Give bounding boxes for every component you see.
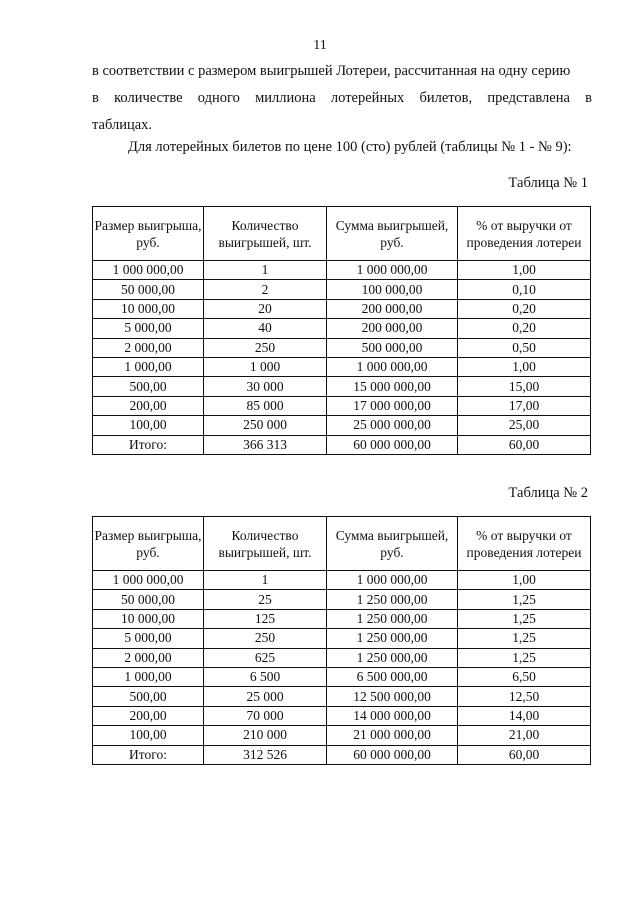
cell-sum: 200 000,00 (327, 299, 458, 318)
cell-prize: 50 000,00 (93, 590, 204, 609)
cell-percent: 0,20 (458, 319, 591, 338)
cell-prize: 50 000,00 (93, 280, 204, 299)
table-row (93, 357, 591, 376)
cell-prize: 500,00 (93, 377, 204, 396)
cell-count: 366 313 (204, 435, 327, 454)
cell-count: 2 (204, 280, 327, 299)
cell-percent: 1,25 (458, 648, 591, 667)
cell-prize: 200,00 (93, 706, 204, 725)
table-row (93, 687, 591, 706)
page-number: 11 (313, 38, 327, 53)
intro-line-3: таблицах. (92, 117, 153, 133)
cell-percent: 60,00 (458, 745, 591, 764)
cell-count: 250 (204, 338, 327, 357)
table-row (93, 629, 591, 648)
header-count: Количество выигрышей, шт. (204, 207, 327, 261)
cell-count: 250 (204, 629, 327, 648)
cell-percent: 1,00 (458, 261, 591, 280)
cell-sum: 21 000 000,00 (327, 726, 458, 745)
cell-count: 250 000 (204, 416, 327, 435)
cell-sum: 1 000 000,00 (327, 571, 458, 590)
header-percent: % от выручки от проведения лотереи (458, 517, 591, 571)
cell-count: 30 000 (204, 377, 327, 396)
header-prize: Размер выигрыша, руб. (93, 517, 204, 571)
table-body (93, 261, 591, 455)
cell-count: 1 000 (204, 357, 327, 376)
cell-sum: 1 000 000,00 (327, 357, 458, 376)
prize-table-1 (92, 206, 591, 455)
cell-sum: 1 250 000,00 (327, 648, 458, 667)
cell-prize: 2 000,00 (93, 648, 204, 667)
total-row (93, 435, 591, 454)
cell-sum: 60 000 000,00 (327, 435, 458, 454)
cell-percent: 17,00 (458, 396, 591, 415)
table-row (93, 261, 591, 280)
header-percent: % от выручки от проведения лотереи (458, 207, 591, 261)
table-row (93, 319, 591, 338)
price-note: Для лотерейных билетов по цене 100 (сто) рублей (таблицы № 1 - № 9): (128, 139, 572, 155)
table-row (93, 667, 591, 686)
cell-percent: 1,25 (458, 590, 591, 609)
cell-percent: 15,00 (458, 377, 591, 396)
table-row (93, 609, 591, 628)
cell-count: 1 (204, 261, 327, 280)
cell-count: 85 000 (204, 396, 327, 415)
cell-prize: 100,00 (93, 726, 204, 745)
table-2-caption: Таблица № 2 (508, 485, 588, 501)
table-row (93, 706, 591, 725)
cell-percent: 1,00 (458, 571, 591, 590)
table-row (93, 299, 591, 318)
table-row (93, 416, 591, 435)
prize-table-2 (92, 516, 591, 765)
header-count: Количество выигрышей, шт. (204, 517, 327, 571)
cell-prize: 1 000 000,00 (93, 571, 204, 590)
cell-percent: 60,00 (458, 435, 591, 454)
cell-sum: 6 500 000,00 (327, 667, 458, 686)
cell-percent: 0,50 (458, 338, 591, 357)
cell-prize: 10 000,00 (93, 609, 204, 628)
cell-sum: 1 250 000,00 (327, 590, 458, 609)
cell-sum: 1 250 000,00 (327, 629, 458, 648)
cell-sum: 1 250 000,00 (327, 609, 458, 628)
cell-count: 1 (204, 571, 327, 590)
cell-sum: 500 000,00 (327, 338, 458, 357)
table-1-caption: Таблица № 1 (508, 175, 588, 191)
cell-prize: 500,00 (93, 687, 204, 706)
table-row (93, 648, 591, 667)
cell-percent: 1,25 (458, 609, 591, 628)
header-prize: Размер выигрыша, руб. (93, 207, 204, 261)
total-row (93, 745, 591, 764)
cell-percent: 1,00 (458, 357, 591, 376)
cell-sum: 15 000 000,00 (327, 377, 458, 396)
table-body (93, 571, 591, 765)
cell-sum: 14 000 000,00 (327, 706, 458, 725)
cell-count: 70 000 (204, 706, 327, 725)
cell-prize: 1 000,00 (93, 667, 204, 686)
cell-percent: 21,00 (458, 726, 591, 745)
cell-prize: Итого: (93, 435, 204, 454)
cell-sum: 12 500 000,00 (327, 687, 458, 706)
intro-line-1: в соответствии с размером выигрышей Лотереи, рассчитанная на одну серию (92, 63, 571, 79)
table-row (93, 377, 591, 396)
cell-prize: 10 000,00 (93, 299, 204, 318)
cell-prize: 5 000,00 (93, 319, 204, 338)
cell-percent: 1,25 (458, 629, 591, 648)
cell-percent: 6,50 (458, 667, 591, 686)
header-sum: Сумма выигрышей, руб. (327, 517, 458, 571)
cell-percent: 0,10 (458, 280, 591, 299)
cell-count: 25 000 (204, 687, 327, 706)
table-row (93, 396, 591, 415)
cell-prize: 1 000 000,00 (93, 261, 204, 280)
table-row (93, 571, 591, 590)
table-row (93, 590, 591, 609)
intro-line-2: в количестве одного миллиона лотерейных билетов, представлена в (92, 90, 592, 106)
cell-percent: 0,20 (458, 299, 591, 318)
table-row (93, 280, 591, 299)
cell-sum: 200 000,00 (327, 319, 458, 338)
cell-count: 125 (204, 609, 327, 628)
cell-count: 20 (204, 299, 327, 318)
table-header-row (93, 207, 591, 261)
cell-count: 40 (204, 319, 327, 338)
cell-prize: 5 000,00 (93, 629, 204, 648)
cell-count: 25 (204, 590, 327, 609)
cell-percent: 14,00 (458, 706, 591, 725)
cell-prize: Итого: (93, 745, 204, 764)
cell-prize: 100,00 (93, 416, 204, 435)
table-header-row (93, 517, 591, 571)
cell-sum: 100 000,00 (327, 280, 458, 299)
table-row (93, 726, 591, 745)
cell-percent: 12,50 (458, 687, 591, 706)
cell-percent: 25,00 (458, 416, 591, 435)
cell-count: 625 (204, 648, 327, 667)
cell-sum: 25 000 000,00 (327, 416, 458, 435)
cell-count: 210 000 (204, 726, 327, 745)
table-row (93, 338, 591, 357)
cell-sum: 1 000 000,00 (327, 261, 458, 280)
cell-prize: 1 000,00 (93, 357, 204, 376)
cell-count: 6 500 (204, 667, 327, 686)
cell-prize: 2 000,00 (93, 338, 204, 357)
cell-sum: 17 000 000,00 (327, 396, 458, 415)
intro-paragraph (92, 58, 592, 139)
cell-count: 312 526 (204, 745, 327, 764)
cell-sum: 60 000 000,00 (327, 745, 458, 764)
cell-prize: 200,00 (93, 396, 204, 415)
header-sum: Сумма выигрышей, руб. (327, 207, 458, 261)
